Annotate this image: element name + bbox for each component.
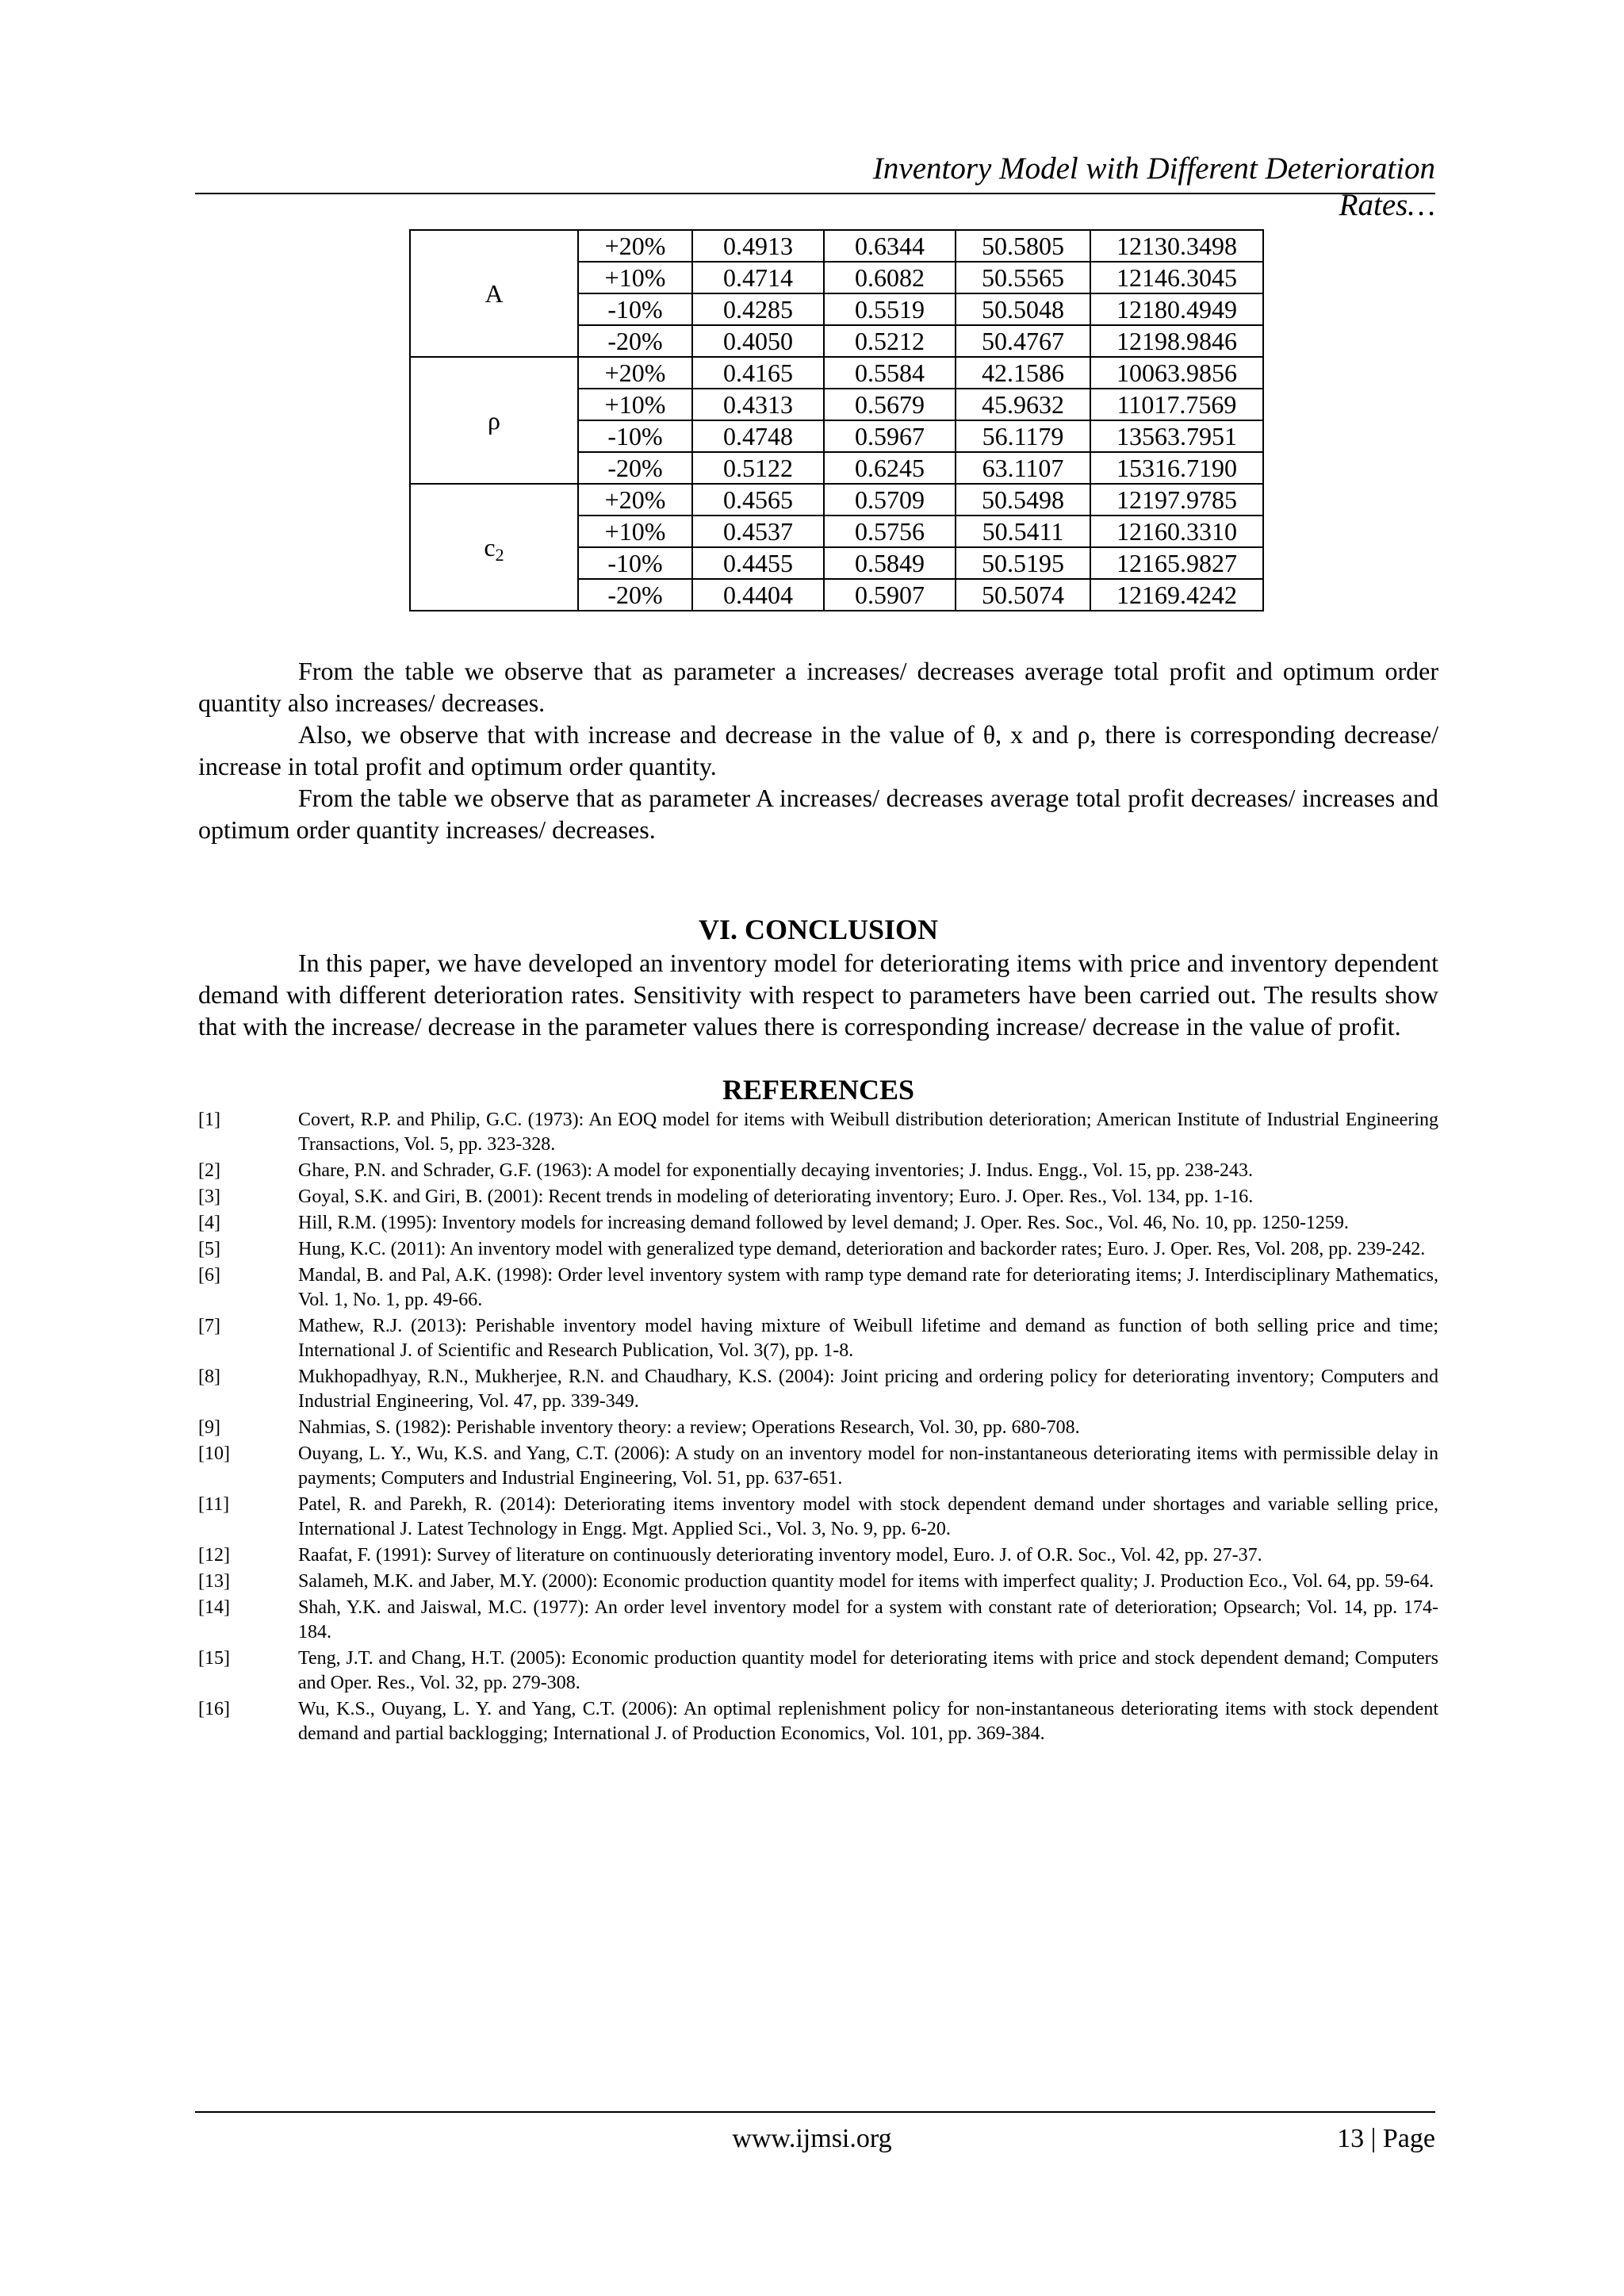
table-cell: 0.4455 [692, 547, 824, 579]
table-cell: 42.1586 [956, 357, 1090, 389]
reference-number: [13] [198, 1571, 230, 1592]
table-cell: 0.4050 [692, 325, 824, 357]
reference-item [198, 1314, 1438, 1363]
table-cell: 12165.9827 [1090, 547, 1263, 579]
reference-number: [10] [198, 1443, 230, 1464]
reference-item [198, 1185, 1438, 1209]
table-cell: 0.4285 [692, 293, 824, 325]
references-heading: REFERENCES [722, 1074, 915, 1106]
table-row [410, 484, 1263, 516]
reference-number: [3] [198, 1186, 220, 1207]
footer-rule [195, 2111, 1435, 2113]
reference-item [198, 1543, 1438, 1568]
table-cell: 0.6344 [824, 230, 956, 262]
reference-item [198, 1697, 1438, 1746]
table-cell: -20% [578, 579, 692, 611]
reference-item [198, 1416, 1438, 1440]
reference-text: Goyal, S.K. and Giri, B. (2001): Recent trends in modeling of deteriorating inventory; Euro. J. Oper. Res., Vol. 134, pp. 1-16. [298, 1186, 1254, 1207]
parameter-symbol: ρ [488, 406, 500, 435]
table-cell: 0.4913 [692, 230, 824, 262]
reference-number: [1] [198, 1110, 220, 1130]
reference-number: [6] [198, 1265, 220, 1286]
table-cell: 50.5411 [956, 516, 1090, 547]
table-cell: 11017.7569 [1090, 389, 1263, 420]
table-cell: 0.5849 [824, 547, 956, 579]
table-cell: 12146.3045 [1090, 262, 1263, 293]
table-cell: 0.4748 [692, 420, 824, 452]
table-cell: 0.6245 [824, 452, 956, 484]
conclusion-body [198, 947, 1438, 1042]
table-cell: +10% [578, 516, 692, 547]
parameter-cell [410, 230, 578, 357]
reference-text: Mandal, B. and Pal, A.K. (1998): Order level inventory system with ramp type demand rate for deteriorating items; J. Interdisciplinary Mathematics, Vol. 1, No. 1, pp. 49-66. [298, 1265, 1438, 1310]
reference-text: Wu, K.S., Ouyang, L. Y. and Yang, C.T. (2006): An optimal replenishment policy for non-instantaneous deteriorating items with stock dependent demand and partial backlogging; International J. of Production Economics, Vol. 101, pp. 369-384. [298, 1699, 1438, 1744]
parameter-cell [410, 357, 578, 484]
table-cell: 50.5565 [956, 262, 1090, 293]
discussion-paragraph: Also, we observe that with increase and decrease in the value of θ, x and ρ, there is corresponding decrease/ increase in total profit and optimum order quantity. [198, 720, 1438, 780]
table-cell: 50.5498 [956, 484, 1090, 516]
reference-item [198, 1237, 1438, 1262]
reference-text: Mathew, R.J. (2013): Perishable inventory model having mixture of Weibull lifetime and demand as function of both selling price and time; International J. of Scientific and Research Publication, Vol. 3(7), pp. 1-8. [298, 1316, 1438, 1361]
table-cell: 0.5709 [824, 484, 956, 516]
reference-text: Nahmias, S. (1982): Perishable inventory theory: a review; Operations Research, Vol. 30, pp. 680-708. [298, 1417, 1080, 1438]
table-cell: +10% [578, 262, 692, 293]
table-cell: 50.5195 [956, 547, 1090, 579]
table-cell: 0.5584 [824, 357, 956, 389]
table-cell: 0.5519 [824, 293, 956, 325]
reference-number: [4] [198, 1213, 220, 1233]
table-cell: 50.5048 [956, 293, 1090, 325]
table-cell: 56.1179 [956, 420, 1090, 452]
conclusion-paragraph: In this paper, we have developed an inventory model for deteriorating items with price and inventory dependent demand with different deterioration rates. Sensitivity with respect to parameters have been carried out. The results show that with the increase/ decrease in the parameter values there is corresponding increase/ decrease in the value of profit. [198, 949, 1438, 1041]
reference-text: Ghare, P.N. and Schrader, G.F. (1963): A model for exponentially decaying inventories; J. Indus. Engg., Vol. 15, pp. 238-243. [298, 1160, 1254, 1181]
reference-item [198, 1442, 1438, 1491]
sensitivity-table [409, 229, 1264, 611]
reference-item [198, 1108, 1438, 1157]
reference-text: Shah, Y.K. and Jaiswal, M.C. (1977): An order level inventory model for a system with constant rate of deterioration; Opsearch; Vol. 14, pp. 174-184. [298, 1597, 1438, 1642]
table-row [410, 230, 1263, 262]
table-cell: 0.5122 [692, 452, 824, 484]
sensitivity-table-container [409, 229, 1264, 611]
reference-item [198, 1263, 1438, 1313]
table-cell: 12198.9846 [1090, 325, 1263, 357]
table-cell: +20% [578, 230, 692, 262]
discussion-paragraph: From the table we observe that as parameter a increases/ decreases average total profit and optimum order quantity also increases/ decreases. [198, 657, 1438, 717]
discussion-paragraphs [198, 655, 1438, 845]
reference-text: Raafat, F. (1991): Survey of literature on continuously deteriorating inventory model, Euro. J. of O.R. Soc., Vol. 42, pp. 27-37. [298, 1545, 1262, 1566]
table-cell: 12197.9785 [1090, 484, 1263, 516]
table-cell: 63.1107 [956, 452, 1090, 484]
conclusion-heading: VI. CONCLUSION [698, 914, 939, 945]
table-cell: 12130.3498 [1090, 230, 1263, 262]
reference-item [198, 1596, 1438, 1645]
reference-text: Salameh, M.K. and Jaber, M.Y. (2000): Economic production quantity model for items with imperfect quality; J. Production Eco., Vol. 64, pp. 59-64. [298, 1571, 1434, 1592]
table-cell: 13563.7951 [1090, 420, 1263, 452]
parameter-subscript: 2 [495, 545, 504, 565]
table-cell: 0.4714 [692, 262, 824, 293]
table-cell: -10% [578, 293, 692, 325]
reference-number: [5] [198, 1239, 220, 1259]
table-cell: +20% [578, 484, 692, 516]
reference-number: [16] [198, 1699, 230, 1719]
table-cell: 50.4767 [956, 325, 1090, 357]
table-cell: -10% [578, 420, 692, 452]
table-cell: 50.5805 [956, 230, 1090, 262]
reference-number: [12] [198, 1545, 230, 1566]
table-cell: 0.5967 [824, 420, 956, 452]
table-cell: 0.6082 [824, 262, 956, 293]
table-cell: 0.5212 [824, 325, 956, 357]
reference-text: Teng, J.T. and Chang, H.T. (2005): Economic production quantity model for deteriorating items with price and stock dependent demand; Computers and Oper. Res., Vol. 32, pp. 279-308. [298, 1648, 1438, 1693]
table-cell: -10% [578, 547, 692, 579]
reference-number: [8] [198, 1366, 220, 1387]
table-row [410, 357, 1263, 389]
reference-item [198, 1493, 1438, 1542]
table-cell: +20% [578, 357, 692, 389]
table-cell: 10063.9856 [1090, 357, 1263, 389]
discussion-paragraph: From the table we observe that as parameter A increases/ decreases average total profit decreases/ increases and optimum order quantity increases/ decreases. [198, 784, 1438, 844]
table-cell: 12160.3310 [1090, 516, 1263, 547]
table-cell: 12180.4949 [1090, 293, 1263, 325]
reference-text: Ouyang, L. Y., Wu, K.S. and Yang, C.T. (2006): A study on an inventory model for non-instantaneous deteriorating items with permissible delay in payments; Computers and Industrial Engineering, Vol. 51, pp. 637-651. [298, 1443, 1438, 1489]
reference-number: [14] [198, 1597, 230, 1618]
table-cell: 0.4404 [692, 579, 824, 611]
header-rule [195, 193, 1435, 194]
table-cell: 12169.4242 [1090, 579, 1263, 611]
running-title: Inventory Model with Different Deterioration Rates… [872, 151, 1435, 222]
table-cell: +10% [578, 389, 692, 420]
reference-item [198, 1211, 1438, 1236]
table-cell: 0.5907 [824, 579, 956, 611]
table-cell: 0.4537 [692, 516, 824, 547]
reference-number: [11] [198, 1494, 230, 1515]
table-cell: -20% [578, 452, 692, 484]
reference-number: [9] [198, 1417, 220, 1438]
parameter-cell [410, 484, 578, 611]
table-cell: 0.4313 [692, 389, 824, 420]
reference-number: [15] [198, 1648, 230, 1669]
reference-text: Hill, R.M. (1995): Inventory models for increasing demand followed by level demand; J. Oper. Res. Soc., Vol. 46, No. 10, pp. 1250-1259. [298, 1213, 1349, 1233]
table-cell: 15316.7190 [1090, 452, 1263, 484]
footer-page-number: 13 | Page [1337, 2124, 1435, 2153]
table-cell: 0.5756 [824, 516, 956, 547]
table-cell: 0.4165 [692, 357, 824, 389]
reference-text: Patel, R. and Parekh, R. (2014): Deteriorating items inventory model with stock dependent demand under shortages and variable selling price, International J. Latest Technology in Engg. Mgt. Applied Sci., Vol. 3, No. 9, pp. 6-20. [298, 1494, 1438, 1539]
reference-number: [7] [198, 1316, 220, 1336]
reference-number: [2] [198, 1160, 220, 1181]
footer-website: www.ijmsi.org [732, 2124, 892, 2153]
parameter-symbol: c [484, 533, 496, 562]
parameter-symbol: A [485, 279, 504, 308]
table-cell: 0.4565 [692, 484, 824, 516]
reference-text: Covert, R.P. and Philip, G.C. (1973): An EOQ model for items with Weibull distribution deterioration; American Institute of Industrial Engineering Transactions, Vol. 5, pp. 323-328. [298, 1110, 1438, 1155]
reference-text: Hung, K.C. (2011): An inventory model with generalized type demand, deterioration and backorder rates; Euro. J. Oper. Res, Vol. 208, pp. 239-242. [298, 1239, 1426, 1259]
table-cell: 45.9632 [956, 389, 1090, 420]
reference-item [198, 1646, 1438, 1696]
table-cell: 50.5074 [956, 579, 1090, 611]
reference-item [198, 1159, 1438, 1183]
references-list [198, 1108, 1438, 1748]
reference-item [198, 1365, 1438, 1414]
reference-item [198, 1570, 1438, 1594]
table-cell: -20% [578, 325, 692, 357]
table-cell: 0.5679 [824, 389, 956, 420]
reference-text: Mukhopadhyay, R.N., Mukherjee, R.N. and Chaudhary, K.S. (2004): Joint pricing and ordering policy for deteriorating inventory; Computers and Industrial Engineering, Vol. 47, pp. 339-349. [298, 1366, 1438, 1412]
